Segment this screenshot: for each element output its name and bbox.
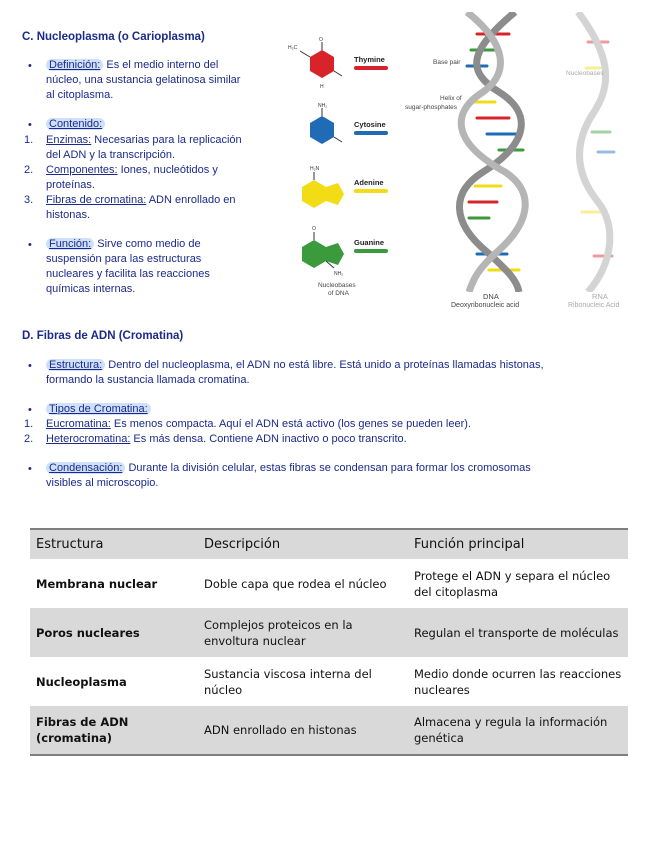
- guanine-bar: [354, 249, 388, 253]
- contenido-item-2-line-2: proteínas.: [46, 179, 95, 191]
- cell-funcion: Protege el ADN y separa el núcleo del citoplasma: [414, 568, 611, 599]
- tipos-line: [46, 402, 151, 417]
- condensacion-term: Condensación:: [46, 462, 125, 474]
- tipos-item-1-num: 1.: [24, 418, 34, 430]
- cell-estructura: Poros nucleares: [36, 625, 140, 640]
- cell-descripcion: Doble capa que rodea el núcleo: [204, 576, 387, 591]
- table-row: [30, 559, 628, 608]
- helix-label-1: Helix of: [440, 95, 462, 102]
- structures-table: [30, 528, 628, 756]
- bullet: •: [28, 360, 32, 372]
- thymine-bar: [354, 66, 388, 70]
- section-d-title: D. Fibras de ADN (Cromatina): [22, 330, 184, 342]
- condensacion-line-1: [46, 461, 531, 476]
- cytosine-molecule: [286, 102, 346, 157]
- svg-text:H₂N: H₂N: [310, 166, 320, 172]
- contenido-item-1: [46, 133, 242, 148]
- contenido-term: Contenido:: [46, 118, 105, 130]
- condensacion-text: Durante la división celular, estas fibras se condensan para formar los cromosomas: [125, 462, 531, 474]
- table-row: [30, 657, 628, 706]
- dna-label-2: Deoxyribonucleic acid: [451, 302, 520, 309]
- cell-descripcion: Sustancia viscosa interna del núcleo: [204, 666, 372, 697]
- funcion-line-4: químicas internas.: [46, 283, 136, 295]
- heterocromatina-term: Heterocromatina:: [46, 433, 131, 445]
- nucleobases-caption-2: of DNA: [328, 290, 349, 297]
- tipos-term: Tipos de Cromatina:: [46, 403, 151, 415]
- enzimas-term: Enzimas:: [46, 134, 92, 146]
- contenido-item-3-num: 3.: [24, 194, 34, 206]
- eucromatina-text: Es menos compacta. Aquí el ADN está activo (los genes se pueden leer).: [110, 418, 471, 430]
- heterocromatina-text: Es más densa. Contiene ADN inactivo o poco transcrito.: [130, 433, 407, 445]
- fibras-text: ADN enrollado en: [146, 194, 236, 206]
- cytosine-label: Cytosine: [354, 120, 386, 129]
- header-descripcion: Descripción: [204, 537, 281, 552]
- adenine-label: Adenine: [354, 178, 384, 187]
- componentes-term: Componentes:: [46, 164, 118, 176]
- contenido-item-3-line-2: histonas.: [46, 209, 91, 221]
- estructura-line-1: [46, 358, 544, 373]
- svg-text:H: H: [320, 84, 324, 90]
- svg-text:NH₂: NH₂: [318, 103, 328, 109]
- contenido-item-2-num: 2.: [24, 164, 34, 176]
- cell-funcion: Almacena y regula la información genética: [414, 715, 608, 745]
- definicion-text: Es el medio interno del: [103, 59, 219, 71]
- thymine-molecule: [286, 36, 346, 91]
- enzimas-text: Necesarias para la replicación: [91, 134, 242, 146]
- estructura-text: Dentro del nucleoplasma, el ADN no está libre. Está unido a proteínas llamadas histonas,: [105, 359, 544, 371]
- rna-label-2: Ribonucleic Acid: [568, 302, 620, 309]
- rna-strand: [568, 12, 628, 292]
- cell-estructura: Fibras de ADN (cromatina): [36, 715, 129, 745]
- base-pair-label: Base pair: [433, 59, 461, 66]
- bullet: •: [28, 463, 32, 475]
- table-header-row: [30, 529, 628, 559]
- bullet: •: [28, 60, 32, 72]
- cell-descripcion: Complejos proteicos en la envoltura nuclear: [204, 617, 353, 648]
- table-row: [30, 608, 628, 657]
- helix-label-2: sugar-phosphates: [405, 104, 458, 111]
- contenido-item-1-num: 1.: [24, 134, 34, 146]
- funcion-line-1: [46, 237, 201, 252]
- svg-text:O: O: [312, 226, 316, 232]
- definicion-line-3: al citoplasma.: [46, 89, 114, 101]
- contenido-item-2: [46, 163, 218, 178]
- nucleobases-caption-1: Nucleobases: [318, 282, 356, 289]
- rna-nucleobases-label: Nucleobases: [566, 70, 604, 77]
- adenine-molecule: [284, 162, 350, 217]
- bullet: •: [28, 119, 32, 131]
- definicion-line-1: [46, 58, 218, 73]
- eucromatina-term: Eucromatina:: [46, 418, 111, 430]
- cell-estructura: Nucleoplasma: [36, 674, 127, 689]
- contenido-line: [46, 117, 105, 132]
- table-row: [30, 706, 628, 755]
- cell-funcion: Medio donde ocurren las reacciones nucleares: [414, 666, 622, 697]
- adenine-bar: [354, 189, 388, 193]
- header-funcion: Función principal: [414, 537, 525, 552]
- cell-funcion: Regulan el transporte de moléculas: [414, 625, 619, 640]
- thymine-label: Thymine: [354, 55, 385, 64]
- contenido-item-3: [46, 193, 236, 208]
- bullet: •: [28, 239, 32, 251]
- definicion-term: Definición:: [46, 59, 103, 71]
- componentes-text: Iones, nucleótidos y: [117, 164, 218, 176]
- bullet: •: [28, 404, 32, 416]
- definicion-line-2: núcleo, una sustancia gelatinosa similar: [46, 74, 241, 86]
- dna-label-1: DNA: [483, 292, 499, 301]
- svg-text:O: O: [319, 37, 323, 43]
- guanine-molecule: [284, 222, 354, 282]
- contenido-item-1-line-2: del ADN y la transcripción.: [46, 149, 175, 161]
- nucleobases-figure: [284, 36, 394, 306]
- dna-helix: [447, 12, 547, 292]
- estructura-term: Estructura:: [46, 359, 105, 371]
- cell-estructura: Membrana nuclear: [36, 576, 158, 591]
- tipos-item-2-num: 2.: [24, 433, 34, 445]
- svg-text:H₃C: H₃C: [288, 45, 298, 51]
- condensacion-line-2: visibles al microscopio.: [46, 477, 159, 489]
- fibras-term: Fibras de cromatina:: [46, 194, 147, 206]
- tipos-item-1: [46, 417, 471, 432]
- header-estructura: Estructura: [36, 537, 104, 552]
- rna-label-1: RNA: [592, 292, 608, 301]
- funcion-line-2: suspensión para las estructuras: [46, 253, 202, 265]
- estructura-line-2: formando la sustancia llamada cromatina.: [46, 374, 250, 386]
- cell-descripcion: ADN enrollado en histonas: [204, 723, 357, 737]
- tipos-item-2: [46, 432, 407, 447]
- cytosine-bar: [354, 131, 388, 135]
- guanine-label: Guanine: [354, 238, 385, 247]
- section-c-title: C. Nucleoplasma (o Carioplasma): [22, 31, 205, 43]
- funcion-text: Sirve como medio de: [94, 238, 201, 250]
- funcion-line-3: nucleares y facilita las reacciones: [46, 268, 210, 280]
- svg-text:NH₂: NH₂: [334, 271, 344, 277]
- funcion-term: Función:: [46, 238, 94, 250]
